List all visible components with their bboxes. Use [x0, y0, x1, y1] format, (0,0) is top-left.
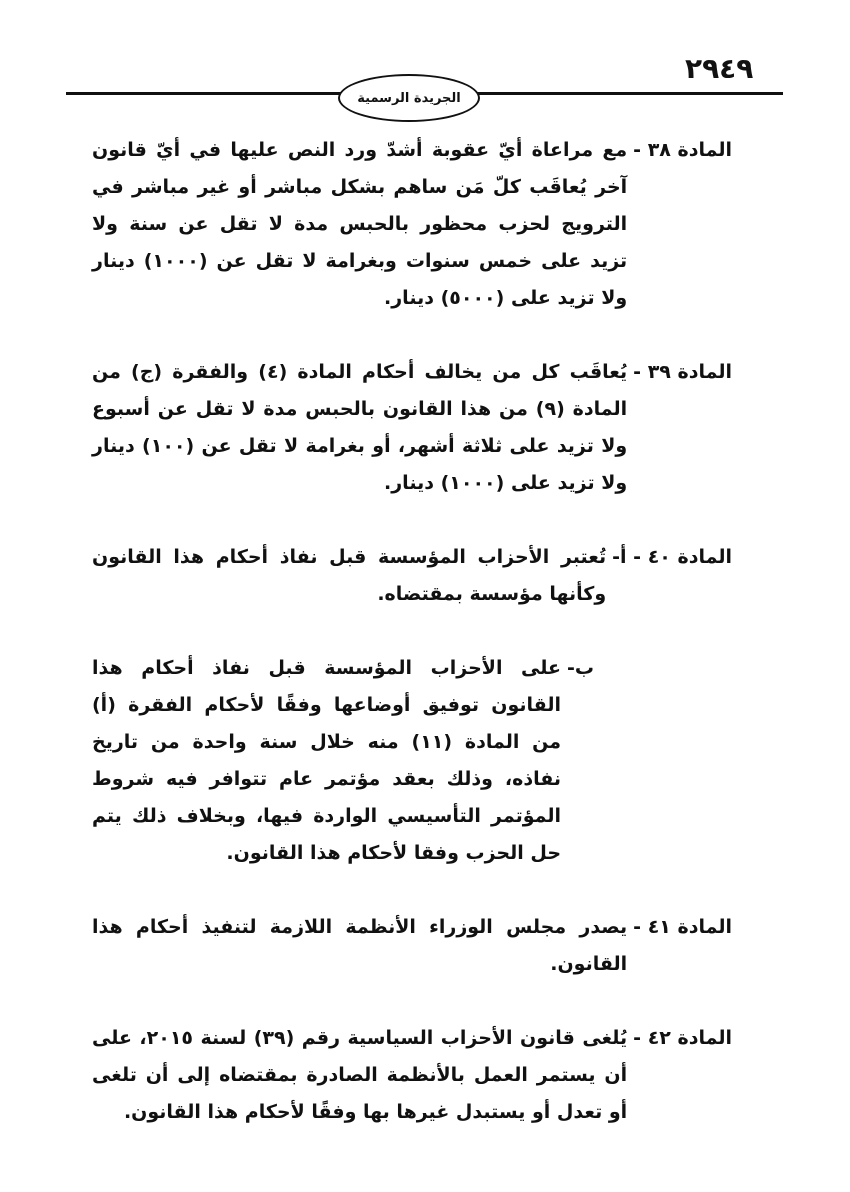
article-label: المادة ٤١ -: [633, 916, 732, 938]
article-text: يُعاقَب كل من يخالف أحكام المادة (٤) والفقرة (ج) من المادة (٩) من هذا القانون بالحبس مدة لا تقل عن أسبوع ولا تزيد على ثلاثة أشهر، أو بغرامة لا تقل عن (١٠٠) دينار ولا تزيد على (١٠٠٠) دينار.: [92, 361, 628, 494]
article-text: يُلغى قانون الأحزاب السياسية رقم (٣٩) لسنة ٢٠١٥، على أن يستمر العمل بالأنظمة الصادرة بمقتضاه إلى أن تلغى أو تعدل أو يستبدل غيرها بها وفقًا لأحكام هذا القانون.: [92, 1027, 628, 1123]
clause-label: ب-: [567, 657, 594, 679]
masthead: [338, 74, 480, 122]
page-number: ٢٩٤٩: [685, 52, 754, 85]
article-38: [92, 132, 732, 317]
article-text: مع مراعاة أيّ عقوبة أشدّ ورد النص عليها في أيّ قانون آخر يُعاقَب كلّ مَن ساهم بشكل مباشر أو غير مباشر في الترويج لحزب محظور بالحبس مدة لا تقل عن سنة ولا تزيد على خمس سنوات وبغرامة لا تقل عن (١٠٠٠) دينار ولا تزيد على (٥٠٠٠) دينار.: [92, 139, 628, 309]
clause-text: على الأحزاب المؤسسة قبل نفاذ أحكام هذا القانون توفيق أوضاعها وفقًا لأحكام الفقرة (أ) من المادة (١١) منه خلال سنة واحدة من تاريخ نفاذه، وذلك بعقد مؤتمر عام تتوافر فيه شروط المؤتمر التأسيسي الواردة فيها، وبخلاف ذلك يتم حل الحزب وفقا لأحكام هذا القانون.: [92, 657, 562, 864]
article-label: المادة ٤٢ -: [633, 1027, 732, 1049]
article-41: [92, 909, 732, 983]
article-42: [92, 1020, 732, 1131]
article-39: [92, 354, 732, 502]
article-text: يصدر مجلس الوزراء الأنظمة اللازمة لتنفيذ أحكام هذا القانون.: [92, 916, 628, 975]
article-40-clause-b: [92, 650, 732, 872]
article-label: المادة ٣٨ -: [633, 139, 732, 161]
article-text: تُعتبر الأحزاب المؤسسة قبل نفاذ أحكام هذا القانون وكأنها مؤسسة بمقتضاه.: [92, 546, 607, 605]
document-body: [92, 132, 732, 1168]
article-label: المادة ٤٠ - أ-: [612, 546, 732, 568]
article-label: المادة ٣٩ -: [633, 361, 732, 383]
masthead-title: الجريدة الرسمية: [357, 90, 461, 106]
article-40-clause-a: [92, 539, 732, 613]
